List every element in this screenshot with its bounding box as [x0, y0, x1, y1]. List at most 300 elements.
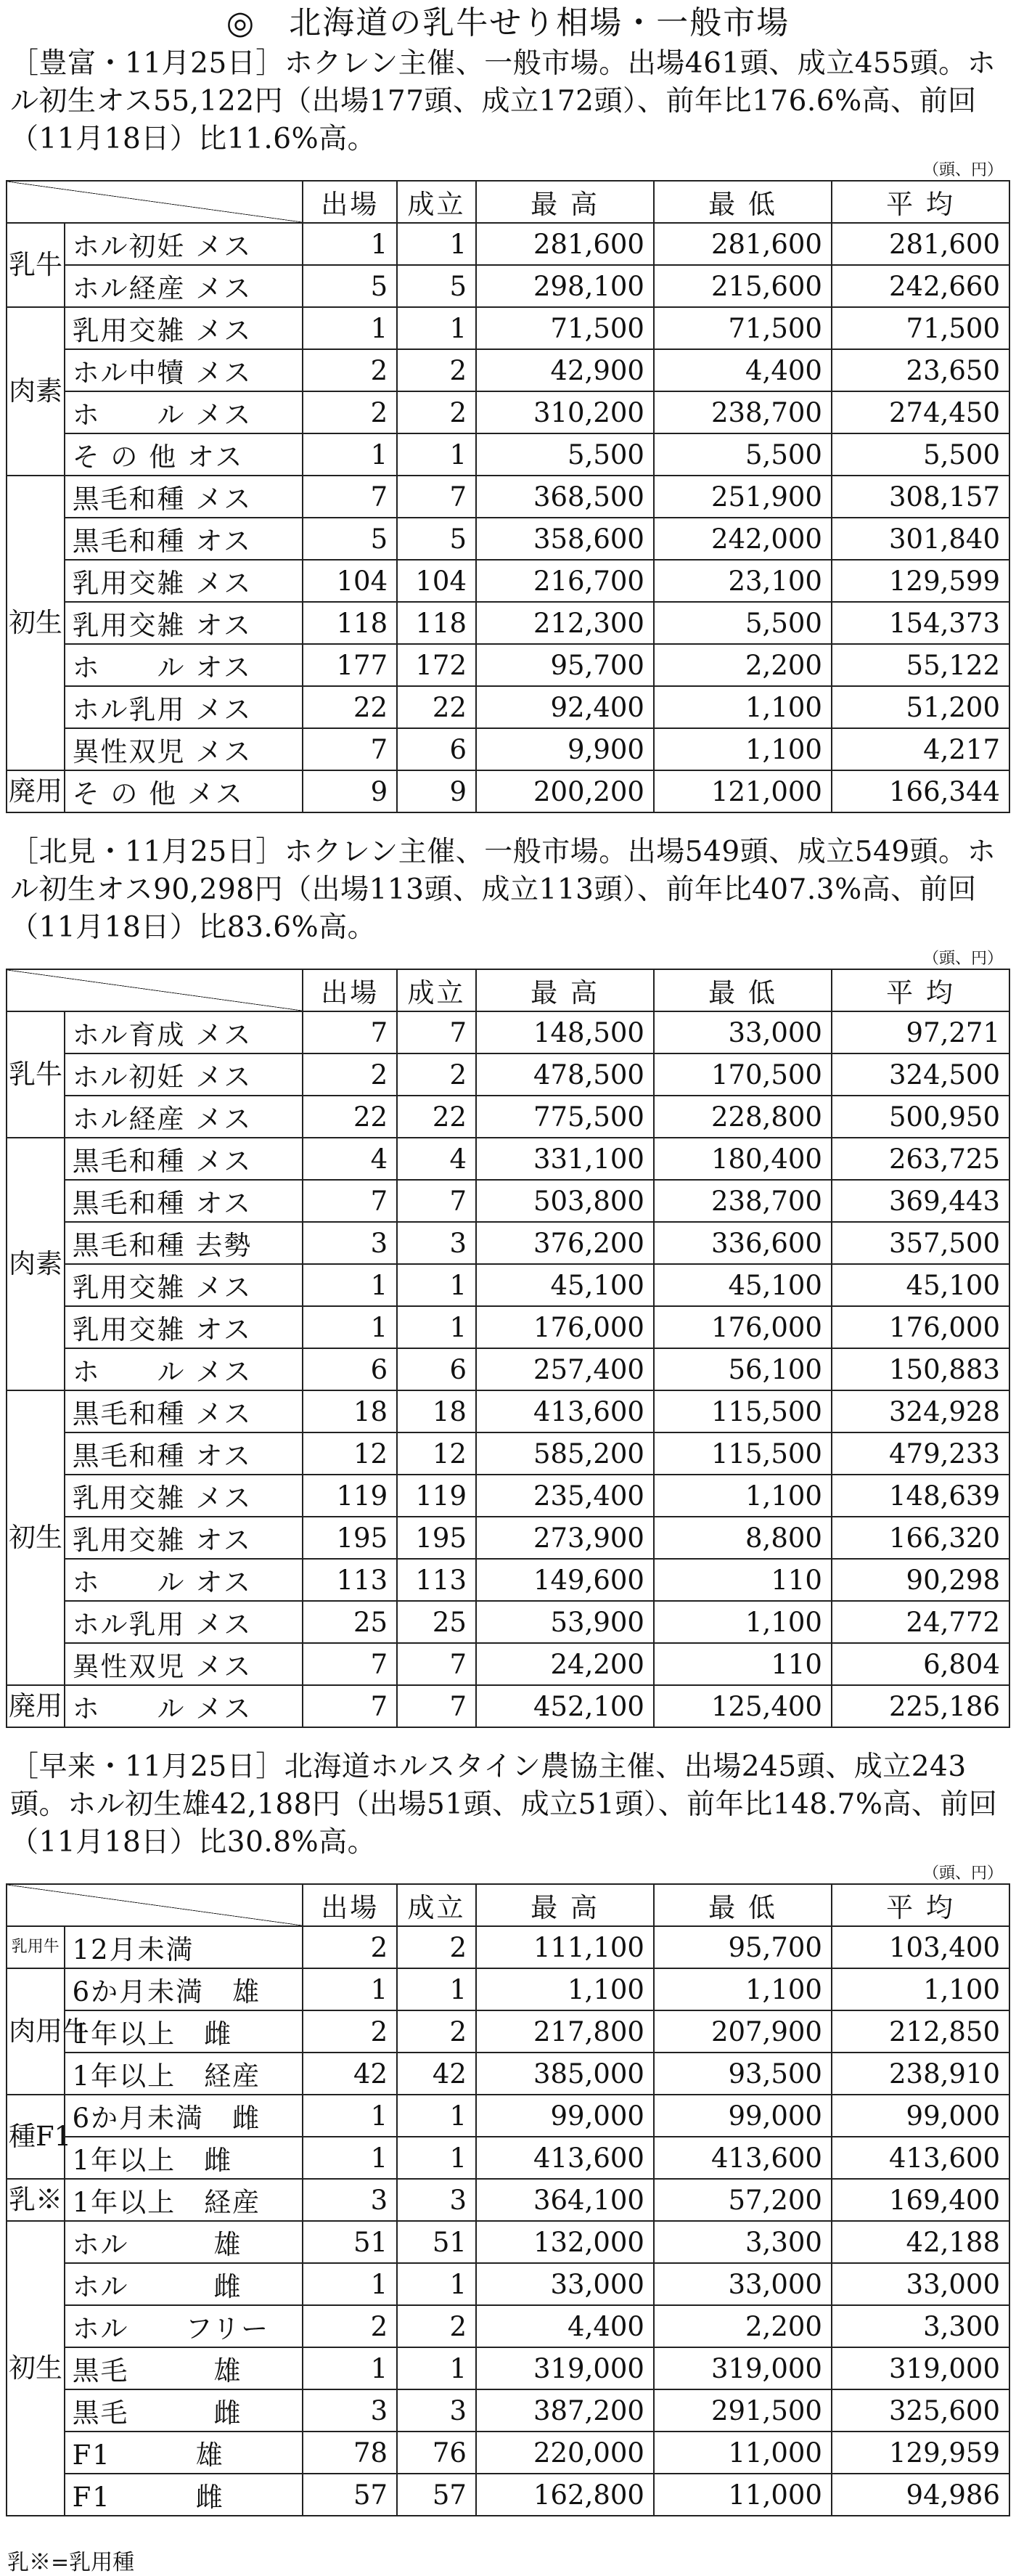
shutsujo-count: 1	[303, 1968, 397, 2010]
max-price: 24,200	[476, 1643, 654, 1685]
cattle-type: ホル初妊 メス	[65, 1053, 303, 1096]
cattle-type: 黒毛和種 メス	[65, 1138, 303, 1180]
avg-price: 90,298	[832, 1559, 1009, 1601]
seiritsu-count: 7	[397, 476, 476, 518]
min-price: 336,600	[654, 1222, 832, 1264]
max-price: 53,900	[476, 1601, 654, 1643]
shutsujo-count: 1	[303, 2095, 397, 2137]
min-price: 56,100	[654, 1348, 832, 1390]
max-price: 257,400	[476, 1348, 654, 1390]
min-price: 57,200	[654, 2179, 832, 2221]
cattle-type: ホル経産 メス	[65, 1096, 303, 1138]
min-price: 1,100	[654, 686, 832, 728]
table-row	[7, 2095, 1009, 2137]
table-row	[7, 307, 1009, 349]
table-row	[7, 349, 1009, 391]
cattle-type: ホル乳用 メス	[65, 686, 303, 728]
avg-price: 479,233	[832, 1432, 1009, 1475]
shutsujo-count: 7	[303, 728, 397, 770]
table-row	[7, 2389, 1009, 2432]
shutsujo-count: 5	[303, 518, 397, 560]
shutsujo-count: 9	[303, 770, 397, 812]
min-price: 115,500	[654, 1432, 832, 1475]
max-price: 387,200	[476, 2389, 654, 2432]
shutsujo-count: 57	[303, 2474, 397, 2516]
avg-price: 3,300	[832, 2305, 1009, 2347]
avg-price: 169,400	[832, 2179, 1009, 2221]
cattle-type: ホル フリー	[65, 2305, 303, 2347]
max-price: 413,600	[476, 1390, 654, 1432]
footnote: 乳※=乳用種	[7, 2550, 135, 2575]
header-seiritsu: 成立	[397, 969, 476, 1011]
max-price: 92,400	[476, 686, 654, 728]
category-label: 初生	[7, 1390, 65, 1685]
unit-label: （頭、円）	[922, 950, 1003, 968]
table-row	[7, 602, 1009, 644]
table-row	[7, 2137, 1009, 2179]
avg-price: 99,000	[832, 2095, 1009, 2137]
max-price: 148,500	[476, 1011, 654, 1053]
table-header-row	[7, 969, 1009, 1011]
table-row	[7, 1475, 1009, 1517]
cattle-type: 乳用交雑 メス	[65, 1264, 303, 1306]
seiritsu-count: 25	[397, 1601, 476, 1643]
avg-price: 148,639	[832, 1475, 1009, 1517]
max-price: 71,500	[476, 307, 654, 349]
shutsujo-count: 2	[303, 1053, 397, 1096]
table-row	[7, 2263, 1009, 2305]
max-price: 585,200	[476, 1432, 654, 1475]
seiritsu-count: 2	[397, 2305, 476, 2347]
seiritsu-count: 5	[397, 518, 476, 560]
seiritsu-count: 113	[397, 1559, 476, 1601]
seiritsu-count: 5	[397, 265, 476, 307]
seiritsu-count: 1	[397, 2263, 476, 2305]
seiritsu-count: 6	[397, 728, 476, 770]
min-price: 319,000	[654, 2347, 832, 2389]
shutsujo-count: 7	[303, 1180, 397, 1222]
cattle-type: ホル中犢 メス	[65, 349, 303, 391]
cattle-type: 乳用交雑 メス	[65, 307, 303, 349]
seiritsu-count: 18	[397, 1390, 476, 1432]
table-row	[7, 560, 1009, 602]
min-price: 33,000	[654, 1011, 832, 1053]
cattle-type: ホル 雄	[65, 2221, 303, 2263]
unit-label: （頭、円）	[922, 1864, 1003, 1883]
min-price: 2,200	[654, 2305, 832, 2347]
cattle-type: そ の 他 メス	[65, 770, 303, 812]
price-table	[6, 180, 1010, 813]
seiritsu-count: 22	[397, 686, 476, 728]
seiritsu-count: 1	[397, 1968, 476, 2010]
table-row	[7, 1517, 1009, 1559]
avg-price: 308,157	[832, 476, 1009, 518]
min-price: 2,200	[654, 644, 832, 686]
table-row	[7, 1053, 1009, 1096]
cattle-type: 黒毛 雌	[65, 2389, 303, 2432]
seiritsu-count: 1	[397, 307, 476, 349]
max-price: 5,500	[476, 433, 654, 476]
min-price: 110	[654, 1643, 832, 1685]
cattle-type: 黒毛和種 メス	[65, 476, 303, 518]
max-price: 149,600	[476, 1559, 654, 1601]
cattle-type: ホル乳用 メス	[65, 1601, 303, 1643]
max-price: 162,800	[476, 2474, 654, 2516]
cattle-type: 6か月未満 雄	[65, 1968, 303, 2010]
max-price: 478,500	[476, 1053, 654, 1096]
seiritsu-count: 1	[397, 1264, 476, 1306]
avg-price: 301,840	[832, 518, 1009, 560]
shutsujo-count: 78	[303, 2432, 397, 2474]
cattle-type: ホ ル オス	[65, 644, 303, 686]
min-price: 95,700	[654, 1926, 832, 1968]
seiritsu-count: 1	[397, 2137, 476, 2179]
cattle-type: 黒毛和種 オス	[65, 1432, 303, 1475]
seiritsu-count: 195	[397, 1517, 476, 1559]
seiritsu-count: 1	[397, 1306, 476, 1348]
avg-price: 225,186	[832, 1685, 1009, 1727]
table-header-row	[7, 1884, 1009, 1926]
shutsujo-count: 1	[303, 2137, 397, 2179]
max-price: 775,500	[476, 1096, 654, 1138]
market-summary: ［豊富・11月25日］ホクレン主催、一般市場。出場461頭、成立455頭。ホル初生オス55,122円（出場177頭、成立172頭）、前年比176.6%高、前回（11月18日）比11.6%高。	[10, 47, 996, 155]
cattle-type: 乳用交雑 メス	[65, 560, 303, 602]
max-price: 385,000	[476, 2053, 654, 2095]
shutsujo-count: 1	[303, 2263, 397, 2305]
avg-price: 369,443	[832, 1180, 1009, 1222]
table-row	[7, 686, 1009, 728]
section-gap	[0, 813, 1016, 833]
max-price: 95,700	[476, 644, 654, 686]
table-row	[7, 2053, 1009, 2095]
avg-price: 357,500	[832, 1222, 1009, 1264]
table-row	[7, 2347, 1009, 2389]
cattle-type: 6か月未満 雌	[65, 2095, 303, 2137]
avg-price: 166,344	[832, 770, 1009, 812]
cattle-type: ホル 雌	[65, 2263, 303, 2305]
table-row	[7, 1138, 1009, 1180]
cattle-type: 1年以上 雌	[65, 2137, 303, 2179]
avg-price: 4,217	[832, 728, 1009, 770]
category-label: 廃用	[7, 1685, 65, 1727]
seiritsu-count: 7	[397, 1011, 476, 1053]
category-label: 肉素	[7, 1138, 65, 1390]
avg-price: 263,725	[832, 1138, 1009, 1180]
cattle-type: 1年以上 雌	[65, 2010, 303, 2053]
shutsujo-count: 2	[303, 391, 397, 433]
avg-price: 129,959	[832, 2432, 1009, 2474]
shutsujo-count: 7	[303, 1643, 397, 1685]
avg-price: 324,500	[832, 1053, 1009, 1096]
cattle-type: 黒毛和種 去勢	[65, 1222, 303, 1264]
header-avg: 平 均	[832, 181, 1009, 223]
section-gap	[0, 1728, 1016, 1748]
shutsujo-count: 119	[303, 1475, 397, 1517]
max-price: 9,900	[476, 728, 654, 770]
market-summary: ［北見・11月25日］ホクレン主催、一般市場。出場549頭、成立549頭。ホル初生オス90,298円（出場113頭、成立113頭）、前年比407.3%高、前回（11月18日）比83.6%高。	[10, 836, 996, 944]
max-price: 33,000	[476, 2263, 654, 2305]
shutsujo-count: 1	[303, 433, 397, 476]
max-price: 310,200	[476, 391, 654, 433]
market-summary: ［早来・11月25日］北海道ホルスタイン農協主催、出場245頭、成立243頭。ホル初生雄42,188円（出場51頭、成立51頭）、前年比148.7%高、前回（11月18日）比30.8%高。	[10, 1750, 998, 1859]
header-min: 最 低	[654, 1884, 832, 1926]
min-price: 71,500	[654, 307, 832, 349]
header-max: 最 高	[476, 181, 654, 223]
min-price: 238,700	[654, 1180, 832, 1222]
min-price: 5,500	[654, 433, 832, 476]
max-price: 176,000	[476, 1306, 654, 1348]
shutsujo-count: 22	[303, 686, 397, 728]
seiritsu-count: 2	[397, 391, 476, 433]
category-label: 乳牛	[7, 1011, 65, 1138]
shutsujo-count: 177	[303, 644, 397, 686]
cattle-type: 黒毛 雄	[65, 2347, 303, 2389]
avg-price: 33,000	[832, 2263, 1009, 2305]
min-price: 45,100	[654, 1264, 832, 1306]
max-price: 111,100	[476, 1926, 654, 1968]
shutsujo-count: 2	[303, 1926, 397, 1968]
min-price: 180,400	[654, 1138, 832, 1180]
avg-price: 281,600	[832, 223, 1009, 265]
max-price: 45,100	[476, 1264, 654, 1306]
max-price: 281,600	[476, 223, 654, 265]
min-price: 121,000	[654, 770, 832, 812]
shutsujo-count: 2	[303, 2305, 397, 2347]
cattle-type: ホ ル オス	[65, 1559, 303, 1601]
cattle-type: そ の 他 オス	[65, 433, 303, 476]
seiritsu-count: 57	[397, 2474, 476, 2516]
max-price: 273,900	[476, 1517, 654, 1559]
min-price: 93,500	[654, 2053, 832, 2095]
avg-price: 500,950	[832, 1096, 1009, 1138]
seiritsu-count: 172	[397, 644, 476, 686]
table-row	[7, 1306, 1009, 1348]
max-price: 217,800	[476, 2010, 654, 2053]
header-shutsujo: 出場	[303, 969, 397, 1011]
min-price: 1,100	[654, 1475, 832, 1517]
table-row	[7, 644, 1009, 686]
seiritsu-count: 2	[397, 349, 476, 391]
min-price: 23,100	[654, 560, 832, 602]
max-price: 413,600	[476, 2137, 654, 2179]
min-price: 1,100	[654, 728, 832, 770]
avg-price: 325,600	[832, 2389, 1009, 2432]
unit-label: （頭、円）	[922, 161, 1003, 179]
avg-price: 154,373	[832, 602, 1009, 644]
min-price: 413,600	[654, 2137, 832, 2179]
max-price: 376,200	[476, 1222, 654, 1264]
cattle-type: ホル経産 メス	[65, 265, 303, 307]
min-price: 4,400	[654, 349, 832, 391]
shutsujo-count: 25	[303, 1601, 397, 1643]
max-price: 216,700	[476, 560, 654, 602]
min-price: 1,100	[654, 1968, 832, 2010]
category-label: 乳※	[7, 2179, 65, 2221]
shutsujo-count: 7	[303, 476, 397, 518]
seiritsu-count: 3	[397, 1222, 476, 1264]
table-row	[7, 728, 1009, 770]
min-price: 11,000	[654, 2474, 832, 2516]
page-title: ◎ 北海道の乳牛せり相場・一般市場	[226, 4, 790, 41]
avg-price: 55,122	[832, 644, 1009, 686]
table-row	[7, 1011, 1009, 1053]
seiritsu-count: 1	[397, 2095, 476, 2137]
seiritsu-count: 1	[397, 433, 476, 476]
shutsujo-count: 22	[303, 1096, 397, 1138]
min-price: 110	[654, 1559, 832, 1601]
table-row	[7, 1968, 1009, 2010]
table-row	[7, 2179, 1009, 2221]
page	[0, 1, 1016, 2575]
category-label: 乳牛	[7, 223, 65, 307]
category-label: 初生	[7, 2221, 65, 2516]
category-label: 肉素	[7, 307, 65, 476]
shutsujo-count: 3	[303, 1222, 397, 1264]
market-section	[0, 1748, 1016, 2537]
max-price: 368,500	[476, 476, 654, 518]
category-label: 肉用牛	[7, 1968, 65, 2095]
header-corner	[7, 1884, 303, 1926]
seiritsu-count: 42	[397, 2053, 476, 2095]
cattle-type: F1 雄	[65, 2432, 303, 2474]
min-price: 115,500	[654, 1390, 832, 1432]
cattle-type: 異性双児 メス	[65, 728, 303, 770]
avg-price: 176,000	[832, 1306, 1009, 1348]
shutsujo-count: 3	[303, 2179, 397, 2221]
market-section	[0, 833, 1016, 1748]
cattle-type: ホル初妊 メス	[65, 223, 303, 265]
table-row	[7, 1559, 1009, 1601]
price-table	[6, 1883, 1010, 2516]
cattle-type: 1年以上 経産	[65, 2053, 303, 2095]
table-row	[7, 1432, 1009, 1475]
min-price: 281,600	[654, 223, 832, 265]
seiritsu-count: 2	[397, 2010, 476, 2053]
category-label: 乳用牛	[7, 1926, 65, 1968]
avg-price: 97,271	[832, 1011, 1009, 1053]
cattle-type: ホ ル メス	[65, 391, 303, 433]
shutsujo-count: 2	[303, 349, 397, 391]
table-row	[7, 433, 1009, 476]
min-price: 5,500	[654, 602, 832, 644]
min-price: 228,800	[654, 1096, 832, 1138]
seiritsu-count: 22	[397, 1096, 476, 1138]
cattle-type: ホル育成 メス	[65, 1011, 303, 1053]
avg-price: 274,450	[832, 391, 1009, 433]
table-header-row	[7, 181, 1009, 223]
market-section	[0, 45, 1016, 833]
market-sections	[0, 45, 1016, 2537]
avg-price: 23,650	[832, 349, 1009, 391]
min-price: 11,000	[654, 2432, 832, 2474]
header-corner	[7, 969, 303, 1011]
table-row	[7, 770, 1009, 812]
table-row	[7, 2432, 1009, 2474]
avg-price: 129,599	[832, 560, 1009, 602]
table-row	[7, 1264, 1009, 1306]
table-row	[7, 391, 1009, 433]
shutsujo-count: 2	[303, 2010, 397, 2053]
header-max: 最 高	[476, 969, 654, 1011]
table-row	[7, 1348, 1009, 1390]
max-price: 364,100	[476, 2179, 654, 2221]
header-min: 最 低	[654, 969, 832, 1011]
shutsujo-count: 104	[303, 560, 397, 602]
header-corner	[7, 181, 303, 223]
shutsujo-count: 1	[303, 1306, 397, 1348]
seiritsu-count: 4	[397, 1138, 476, 1180]
avg-price: 71,500	[832, 307, 1009, 349]
avg-price: 150,883	[832, 1348, 1009, 1390]
table-row	[7, 223, 1009, 265]
table-row	[7, 1222, 1009, 1264]
avg-price: 212,850	[832, 2010, 1009, 2053]
cattle-type: 乳用交雑 オス	[65, 602, 303, 644]
max-price: 99,000	[476, 2095, 654, 2137]
max-price: 235,400	[476, 1475, 654, 1517]
avg-price: 94,986	[832, 2474, 1009, 2516]
max-price: 220,000	[476, 2432, 654, 2474]
max-price: 358,600	[476, 518, 654, 560]
table-row	[7, 476, 1009, 518]
seiritsu-count: 2	[397, 1053, 476, 1096]
table-row	[7, 518, 1009, 560]
header-min: 最 低	[654, 181, 832, 223]
cattle-type: F1 雌	[65, 2474, 303, 2516]
shutsujo-count: 4	[303, 1138, 397, 1180]
header-seiritsu: 成立	[397, 181, 476, 223]
header-seiritsu: 成立	[397, 1884, 476, 1926]
shutsujo-count: 113	[303, 1559, 397, 1601]
avg-price: 166,320	[832, 1517, 1009, 1559]
shutsujo-count: 6	[303, 1348, 397, 1390]
shutsujo-count: 12	[303, 1432, 397, 1475]
header-max: 最 高	[476, 1884, 654, 1926]
shutsujo-count: 1	[303, 2347, 397, 2389]
cattle-type: ホ ル メス	[65, 1685, 303, 1727]
avg-price: 324,928	[832, 1390, 1009, 1432]
seiritsu-count: 118	[397, 602, 476, 644]
cattle-type: 乳用交雑 オス	[65, 1306, 303, 1348]
table-row	[7, 2474, 1009, 2516]
shutsujo-count: 1	[303, 307, 397, 349]
cattle-type: 乳用交雑 メス	[65, 1475, 303, 1517]
max-price: 42,900	[476, 349, 654, 391]
seiritsu-count: 3	[397, 2389, 476, 2432]
seiritsu-count: 6	[397, 1348, 476, 1390]
seiritsu-count: 12	[397, 1432, 476, 1475]
category-label: 初生	[7, 476, 65, 770]
min-price: 207,900	[654, 2010, 832, 2053]
min-price: 1,100	[654, 1601, 832, 1643]
table-row	[7, 1096, 1009, 1138]
seiritsu-count: 1	[397, 2347, 476, 2389]
shutsujo-count: 18	[303, 1390, 397, 1432]
min-price: 125,400	[654, 1685, 832, 1727]
shutsujo-count: 7	[303, 1685, 397, 1727]
avg-price: 319,000	[832, 2347, 1009, 2389]
avg-price: 1,100	[832, 1968, 1009, 2010]
min-price: 8,800	[654, 1517, 832, 1559]
avg-price: 238,910	[832, 2053, 1009, 2095]
max-price: 200,200	[476, 770, 654, 812]
seiritsu-count: 3	[397, 2179, 476, 2221]
table-row	[7, 2221, 1009, 2263]
min-price: 251,900	[654, 476, 832, 518]
shutsujo-count: 42	[303, 2053, 397, 2095]
avg-price: 5,500	[832, 433, 1009, 476]
min-price: 291,500	[654, 2389, 832, 2432]
